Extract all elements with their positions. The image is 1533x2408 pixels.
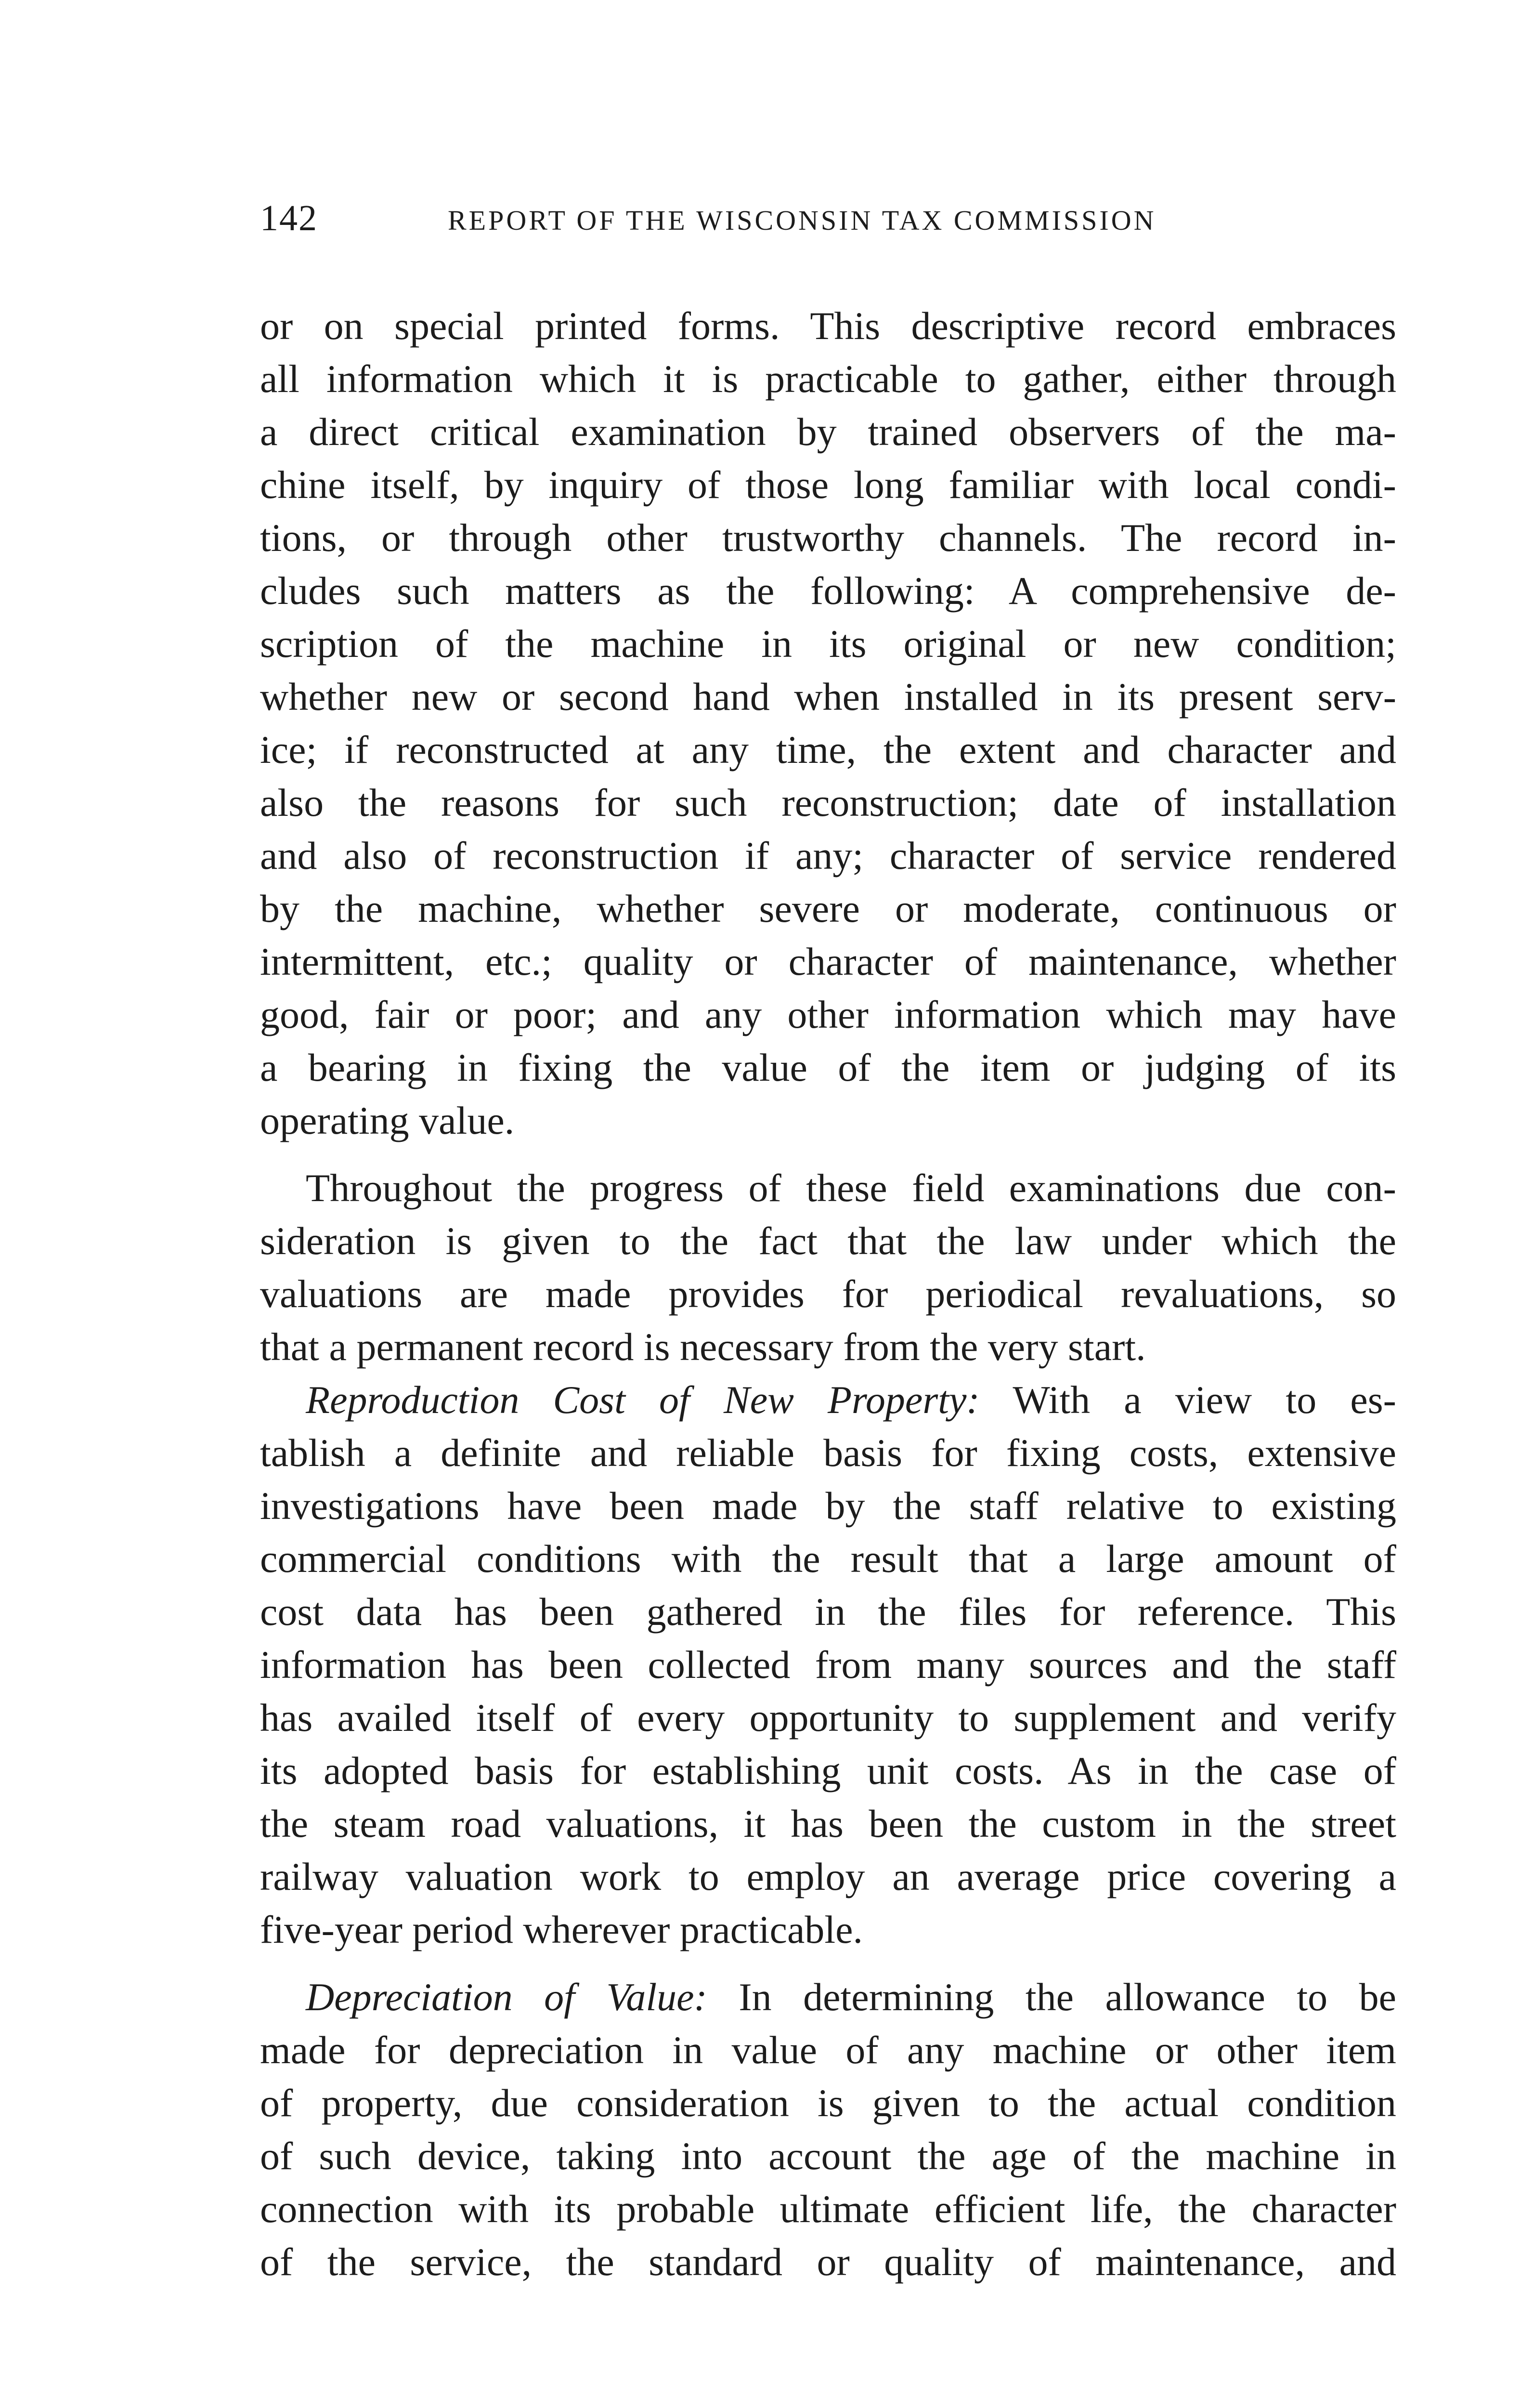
text-line: and also of reconstruction if any; character of service rendered (260, 834, 1396, 877)
text-line: has availed itself of every opportunity to supplement and verify (260, 1696, 1396, 1740)
section-heading: Reproduction Cost of New Property: (306, 1378, 980, 1422)
text-line: a direct critical examination by trained observers of the ma- (260, 410, 1396, 454)
text-line (260, 1971, 1396, 2024)
body-text (260, 300, 1396, 2289)
text-line: ice; if reconstructed at any time, the extent and character and (260, 728, 1396, 772)
text-line: cost data has been gathered in the files for reference. This (260, 1590, 1396, 1634)
text-line: also the reasons for such reconstruction; date of installation (260, 781, 1396, 824)
text-line: made for depreciation in value of any machine or other item (260, 2028, 1396, 2072)
text-line: good, fair or poor; and any other information which may have (260, 993, 1396, 1036)
paragraph (260, 1374, 1396, 1956)
text-line: whether new or second hand when installed in its present serv- (260, 675, 1396, 719)
text-line: that a permanent record is necessary from the very start. (260, 1325, 1146, 1369)
text-line: its adopted basis for establishing unit costs. As in the case of (260, 1749, 1396, 1793)
text-line: of the service, the standard or quality of maintenance, and (260, 2240, 1396, 2284)
text-line: information has been collected from many sources and the staff (260, 1643, 1396, 1687)
text-line: railway valuation work to employ an average price covering a (260, 1855, 1396, 1898)
text-line: tablish a definite and reliable basis for fixing costs, extensive (260, 1431, 1396, 1475)
section-heading: Depreciation of Value: (306, 1975, 707, 2019)
text-line: of such device, taking into account the age of the machine in (260, 2134, 1396, 2178)
text-line: of property, due consideration is given to the actual condition (260, 2081, 1396, 2125)
paragraph (260, 300, 1396, 1147)
text-line: all information which it is practicable to gather, either through (260, 357, 1396, 401)
text-line: a bearing in fixing the value of the item or judging of its (260, 1046, 1396, 1089)
text-line: connection with its probable ultimate efficient life, the character (260, 2187, 1396, 2231)
text-line: investigations have been made by the staff relative to existing (260, 1484, 1396, 1528)
text-line: or on special printed forms. This descriptive record embraces (260, 304, 1396, 348)
text-line: cludes such matters as the following: A comprehensive de- (260, 569, 1396, 613)
text-run: With a view to es- (1013, 1378, 1396, 1422)
text-line: chine itself, by inquiry of those long familiar with local condi- (260, 463, 1396, 507)
text-line: tions, or through other trustworthy channels. The record in- (260, 516, 1396, 560)
paragraph (260, 1162, 1396, 1374)
text-line: the steam road valuations, it has been the custom in the street (260, 1802, 1396, 1845)
page-header (260, 197, 1396, 250)
text-run: In determining the allowance to be (739, 1975, 1396, 2019)
text-line (260, 1374, 1396, 1426)
text-line: commercial conditions with the result that a large amount of (260, 1537, 1396, 1581)
text-line: sideration is given to the fact that the law under which the (260, 1219, 1396, 1263)
text-line: scription of the machine in its original or new condition; (260, 622, 1396, 666)
running-head: REPORT OF THE WISCONSIN TAX COMMISSION (448, 205, 1156, 236)
text-line: intermittent, etc.; quality or character of maintenance, whether (260, 940, 1396, 983)
text-line: five-year period wherever practicable. (260, 1908, 863, 1951)
text-line: operating value. (260, 1099, 515, 1142)
text-line: by the machine, whether severe or moderate, continuous or (260, 887, 1396, 930)
paragraph (260, 1971, 1396, 2289)
text-line: Throughout the progress of these field examinations due con- (306, 1166, 1396, 1210)
page-number: 142 (260, 198, 318, 238)
text-line: valuations are made provides for periodical revaluations, so (260, 1272, 1396, 1316)
